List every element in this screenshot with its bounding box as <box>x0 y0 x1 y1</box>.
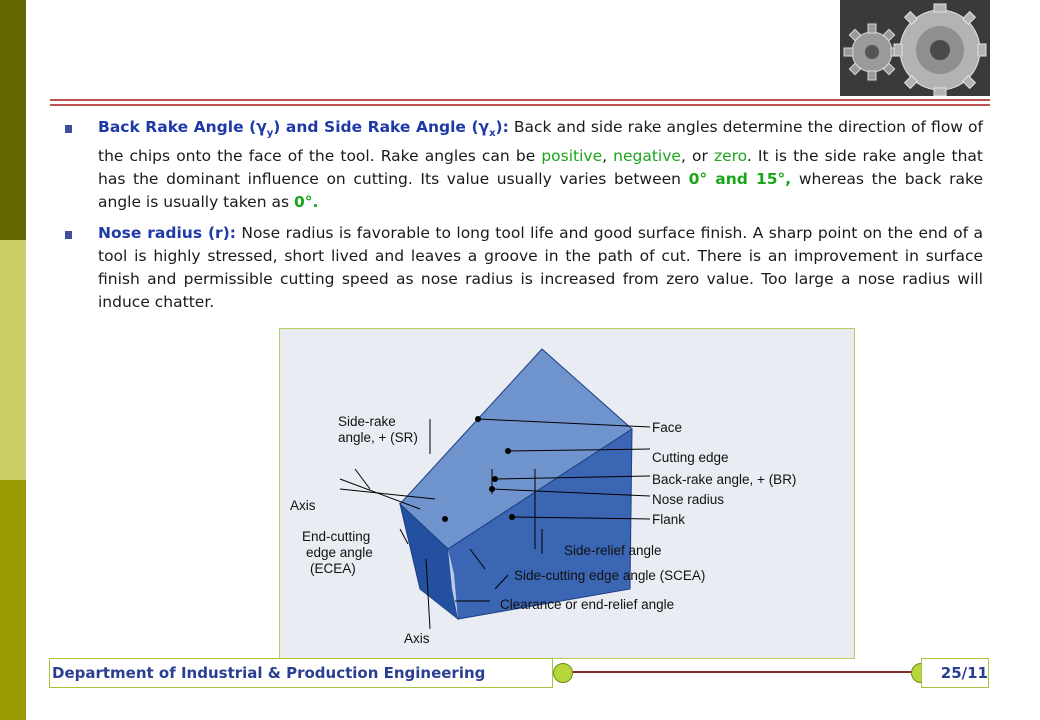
positive-highlight: positive <box>541 147 603 166</box>
bullet-icon <box>65 231 72 239</box>
negative-highlight: negative <box>613 147 681 166</box>
footer-connector-line <box>563 671 921 673</box>
label-face: Face <box>652 420 683 435</box>
sidebar-block-mid <box>0 480 26 720</box>
sidebar-block-dark <box>0 0 26 240</box>
footer-knob-left <box>553 663 573 683</box>
label-ecea: End-cutting edge angle (ECEA) <box>302 529 373 576</box>
paragraph-nose-radius: Nose radius (r): Nose radius is favorable to long tool life and good surface finish. A sharp point on the end of a tool is highly stressed, short lived and leaves a groove in the path of cut. There is an improvement in surface finish and permissible cutting speed as nose radius is increased from zero value. Too large a nose radius will induce chatter. <box>60 222 983 314</box>
label-axis-top: Axis <box>290 498 316 513</box>
label-flank: Flank <box>652 512 686 527</box>
header-rule-bottom <box>50 104 990 106</box>
term-nose-radius: Nose radius (r): <box>98 224 236 243</box>
left-sidebar-stripe <box>0 0 26 720</box>
range-highlight: 0° and 15°, <box>688 170 792 189</box>
back-value-highlight: 0°. <box>293 193 319 212</box>
sidebar-block-light <box>0 240 26 480</box>
cutting-tool-figure <box>279 328 855 659</box>
label-side-rake: Side-rake angle, + (SR) <box>338 414 418 445</box>
label-scea: Side-cutting edge angle (SCEA) <box>514 568 706 583</box>
cutting-tool-diagram <box>280 329 854 658</box>
label-side-relief: Side-relief angle <box>564 543 662 558</box>
gears-logo <box>840 0 990 96</box>
slide-body <box>60 116 983 322</box>
term-rake-angles: Back Rake Angle $(\gamma_y)$ and Side Rake Angle $(\gamma_x)$: <box>98 118 509 140</box>
label-nose-radius: Nose radius <box>652 492 725 507</box>
gears-icon <box>840 0 990 96</box>
zero-highlight: zero <box>713 147 747 166</box>
label-back-rake: Back-rake angle, + (BR) <box>652 472 797 487</box>
label-cutting-edge: Cutting edge <box>652 450 729 465</box>
header-rule-top <box>50 99 990 101</box>
label-clearance: Clearance or end-relief angle <box>500 597 675 612</box>
paragraph-rake-angles: Back Rake Angle $(\gamma_y)$ and Side Rake Angle $(\gamma_x)$: Back and side rake angles determine the direction of flow of the chips onto the face of the tool. Rake angles can be positive, negative, or zero. It is the side rake angle that has the dominant influence on cutting. Its value usually varies between 0° and 15°, whereas the back rake angle is usually taken as 0°. <box>60 116 983 214</box>
label-axis-bottom: Axis <box>404 631 430 646</box>
footer-department: Department of Industrial & Production Engineering <box>49 658 553 688</box>
bullet-icon <box>65 125 72 133</box>
footer-page-number: 25/11 <box>921 658 989 688</box>
